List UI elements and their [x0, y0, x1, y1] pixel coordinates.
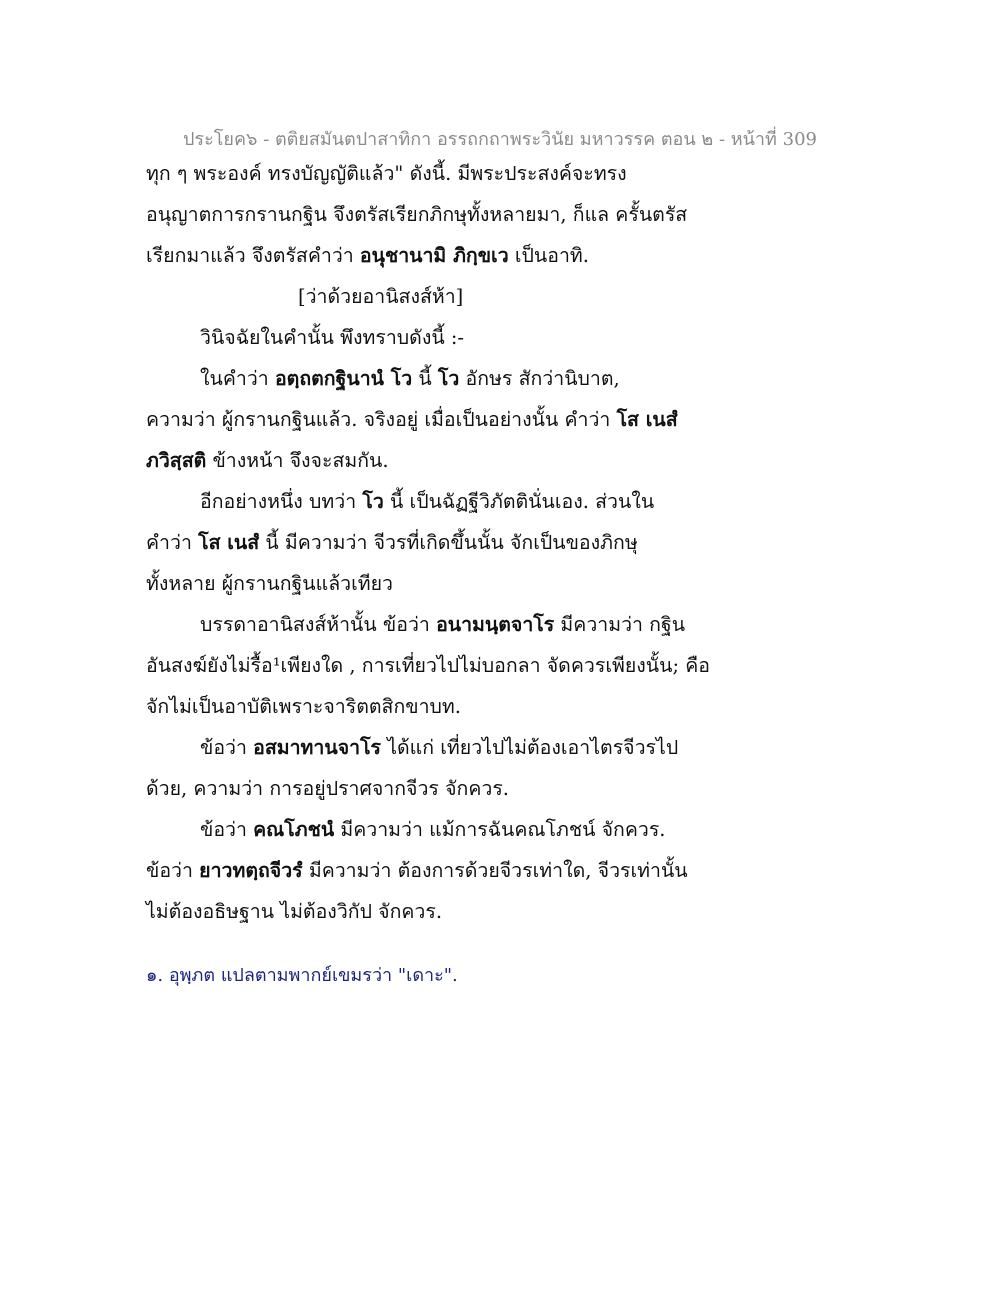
- text-line: [146, 159, 627, 189]
- pali-term: โส เนสํ: [616, 408, 678, 431]
- text-segment: อันสงฆ์ยังไม่รื้อ¹เพียงใด , การเที่ยวไปไม่บอกลา จัดควรเพียงนั้น; คือ: [146, 654, 710, 677]
- text-segment: ข้อว่า: [146, 859, 200, 882]
- text-line: [200, 323, 464, 353]
- text-segment: [ว่าด้วยอานิสงส์ห้า]: [298, 285, 464, 308]
- text-line: [200, 487, 654, 517]
- text-segment: ในคำว่า: [200, 367, 275, 390]
- text-segment: ความว่า ผู้กรานกฐินแล้ว. จริงอยู่ เมื่อเป็นอย่างนั้น คำว่า: [146, 408, 617, 431]
- pali-term: โว: [437, 367, 460, 390]
- pali-term: โส เนสํ: [198, 531, 260, 554]
- pali-term: โว: [362, 490, 384, 513]
- text-line: [146, 241, 589, 271]
- text-segment: ไม่ต้องอธิษฐาน ไม่ต้องวิกัป จักควร.: [146, 900, 443, 923]
- text-line: [146, 405, 678, 435]
- text-segment: มีความว่า ต้องการด้วยจีวรเท่าใด, จีวรเท่านั้น: [302, 859, 688, 882]
- text-segment: บรรดาอานิสงส์ห้านั้น ข้อว่า: [200, 613, 437, 636]
- text-line: [200, 364, 620, 394]
- footnote: ๑. อุพฺภต แปลตามพากย์เขมรว่า "เดาะ".: [146, 965, 458, 986]
- text-segment: มีความว่า แม้การฉันคณโภชน์ จักควร.: [334, 818, 666, 841]
- text-line: [146, 774, 509, 804]
- section-heading: [298, 282, 463, 312]
- text-segment: อีกอย่างหนึ่ง บทว่า: [200, 490, 363, 513]
- pali-term: ภวิสฺสติ: [146, 449, 207, 472]
- text-line: [200, 733, 678, 763]
- text-segment: นี้ เป็นฉัฏฐีวิภัตตินั่นเอง. ส่วนใน: [383, 490, 655, 513]
- text-line: [146, 200, 687, 230]
- text-segment: อนุญาตการกรานกฐิน จึงตรัสเรียกภิกษุทั้งหลายมา, ก็แล ครั้นตรัส: [146, 203, 688, 226]
- text-segment: จักไม่เป็นอาบัติเพราะจาริตตสิกขาบท.: [146, 695, 461, 718]
- text-segment: ด้วย, ความว่า การอยู่ปราศจากจีวร จักควร.: [146, 777, 510, 800]
- pali-term: อนุชานามิ ภิกฺขเว: [359, 244, 509, 267]
- pali-term: อสมาทานจาโร: [253, 736, 382, 759]
- text-segment: ทุก ๆ พระองค์ ทรงบัญญัติแล้ว" ดังนี้. มีพระประสงค์จะทรง: [146, 162, 627, 185]
- text-segment: มีความว่า กฐิน: [554, 613, 686, 636]
- text-line: [146, 651, 710, 681]
- text-segment: ข้างหน้า จึงจะสมกัน.: [206, 449, 389, 472]
- pali-term: อนามนฺตจาโร: [436, 613, 555, 636]
- text-segment: นี้: [412, 367, 438, 390]
- text-line: [200, 610, 685, 640]
- text-segment: ข้อว่า: [200, 736, 254, 759]
- text-line: [146, 897, 442, 927]
- text-line: [146, 528, 638, 558]
- text-line: [146, 446, 389, 476]
- page-header: ประโยค๖ - ตติยสมันตปาสาทิกา อรรถกถาพระวินัย มหาวรรค ตอน ๒ - หน้าที่ 309: [183, 129, 817, 150]
- pali-term: อตฺถตกฐินานํ โว: [274, 367, 413, 390]
- text-segment: วินิจฉัยในคำนั้น พึงทราบดังนี้ :-: [200, 326, 465, 349]
- text-line: [146, 569, 393, 599]
- pali-term: คณโภชนํ: [253, 818, 335, 841]
- pali-term: ยาวทตฺถจีวรํ: [199, 859, 303, 882]
- text-segment: ได้แก่ เที่ยวไปไม่ต้องเอาไตรจีวรไป: [381, 736, 679, 759]
- text-line: [146, 692, 461, 722]
- text-segment: นี้ มีความว่า จีวรที่เกิดขึ้นนั้น จักเป็นของภิกษุ: [259, 531, 638, 554]
- text-line: [146, 856, 688, 886]
- text-segment: อักษร สักว่านิบาต,: [459, 367, 620, 390]
- text-segment: เป็นอาทิ.: [508, 244, 589, 267]
- text-segment: ข้อว่า: [200, 818, 254, 841]
- text-line: [200, 815, 666, 845]
- text-segment: คำว่า: [146, 531, 199, 554]
- text-segment: เรียกมาแล้ว จึงตรัสคำว่า: [146, 244, 360, 267]
- text-segment: ทั้งหลาย ผู้กรานกฐินแล้วเทียว: [146, 572, 393, 595]
